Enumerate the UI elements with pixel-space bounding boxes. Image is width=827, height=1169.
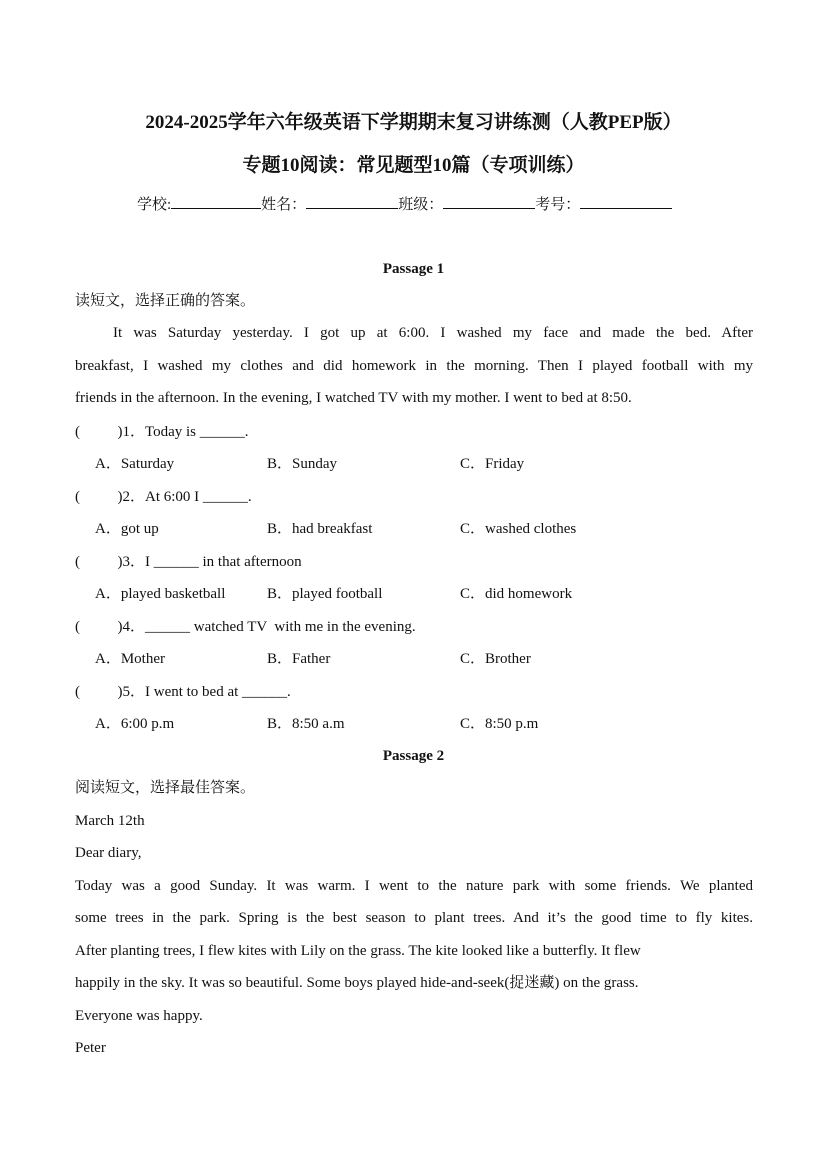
diary-signature: Peter (75, 1040, 106, 1056)
option-b[interactable]: B．Father (267, 651, 331, 667)
option-a[interactable]: A．got up (95, 521, 159, 537)
diary-greeting: Dear diary, (75, 845, 142, 861)
school-label: 学校: (137, 197, 172, 213)
question-5: ( )5．I went to bed at ______. (75, 684, 291, 700)
passage-2-line: Everyone was happy. (75, 1008, 203, 1024)
school-blank[interactable] (171, 194, 261, 209)
exam-no-blank[interactable] (580, 194, 672, 209)
passage-2-line: After planting trees, I flew kites with Lily on the grass. The kite looked like a butterfly. It flew (75, 943, 641, 959)
option-c[interactable]: C．Brother (460, 651, 531, 667)
passage-2-line: happily in the sky. It was so beautiful. Some boys played hide-and-seek(捉迷藏) on the grass. (75, 975, 639, 991)
passage-2-heading: Passage 2 (382, 748, 445, 764)
option-c[interactable]: C．8:50 p.m (460, 716, 539, 732)
option-c[interactable]: C．did homework (460, 586, 573, 602)
passage-1-line: friends in the afternoon. In the evening, I watched TV with my mother. I went to bed at 8:50. (75, 390, 632, 406)
document-subtitle: 专题10阅读：常见题型10篇（专项训练） (242, 155, 585, 176)
passage-1-heading: Passage 1 (382, 261, 445, 277)
passage-2-instruction: 阅读短文，选择最佳答案。 (75, 780, 256, 796)
class-blank[interactable] (443, 194, 535, 209)
option-b[interactable]: B．8:50 a.m (267, 716, 345, 732)
passage-1-instruction: 读短文，选择正确的答案。 (75, 293, 256, 309)
question-4: ( )4．______ watched TV with me in the evening. (75, 619, 416, 635)
option-c[interactable]: C．washed clothes (460, 521, 577, 537)
name-blank[interactable] (306, 194, 398, 209)
passage-2-line: Today was a good Sunday. It was warm. I went to the nature park with some friends. We planted (75, 878, 753, 894)
document-title: 2024-2025学年六年级英语下学期期末复习讲练测（人教PEP版） (145, 112, 682, 133)
option-b[interactable]: B．Sunday (267, 456, 338, 472)
passage-1-line: It was Saturday yesterday. I got up at 6:00. I washed my face and made the bed. After (113, 325, 753, 341)
option-b[interactable]: B．had breakfast (267, 521, 373, 537)
option-a[interactable]: A．Saturday (95, 456, 175, 472)
question-2: ( )2．At 6:00 I ______. (75, 489, 252, 505)
option-b[interactable]: B．played football (267, 586, 383, 602)
student-info-fields (137, 194, 672, 215)
option-a[interactable]: A．played basketball (95, 586, 226, 602)
question-1: ( )1．Today is ______. (75, 424, 249, 440)
diary-date: March 12th (75, 813, 145, 829)
question-3: ( )3．I ______ in that afternoon (75, 554, 302, 570)
option-c[interactable]: C．Friday (460, 456, 525, 472)
class-label: 班级： (398, 197, 444, 213)
passage-2-line: some trees in the park. Spring is the best season to plant trees. And it’s the good time to fly kites. (75, 910, 753, 926)
exam-no-label: 考号： (535, 197, 581, 213)
passage-1-line: breakfast, I washed my clothes and did homework in the morning. Then I played football with my (75, 358, 753, 374)
option-a[interactable]: A．Mother (95, 651, 165, 667)
option-a[interactable]: A．6:00 p.m (95, 716, 175, 732)
name-label: 姓名： (261, 197, 307, 213)
